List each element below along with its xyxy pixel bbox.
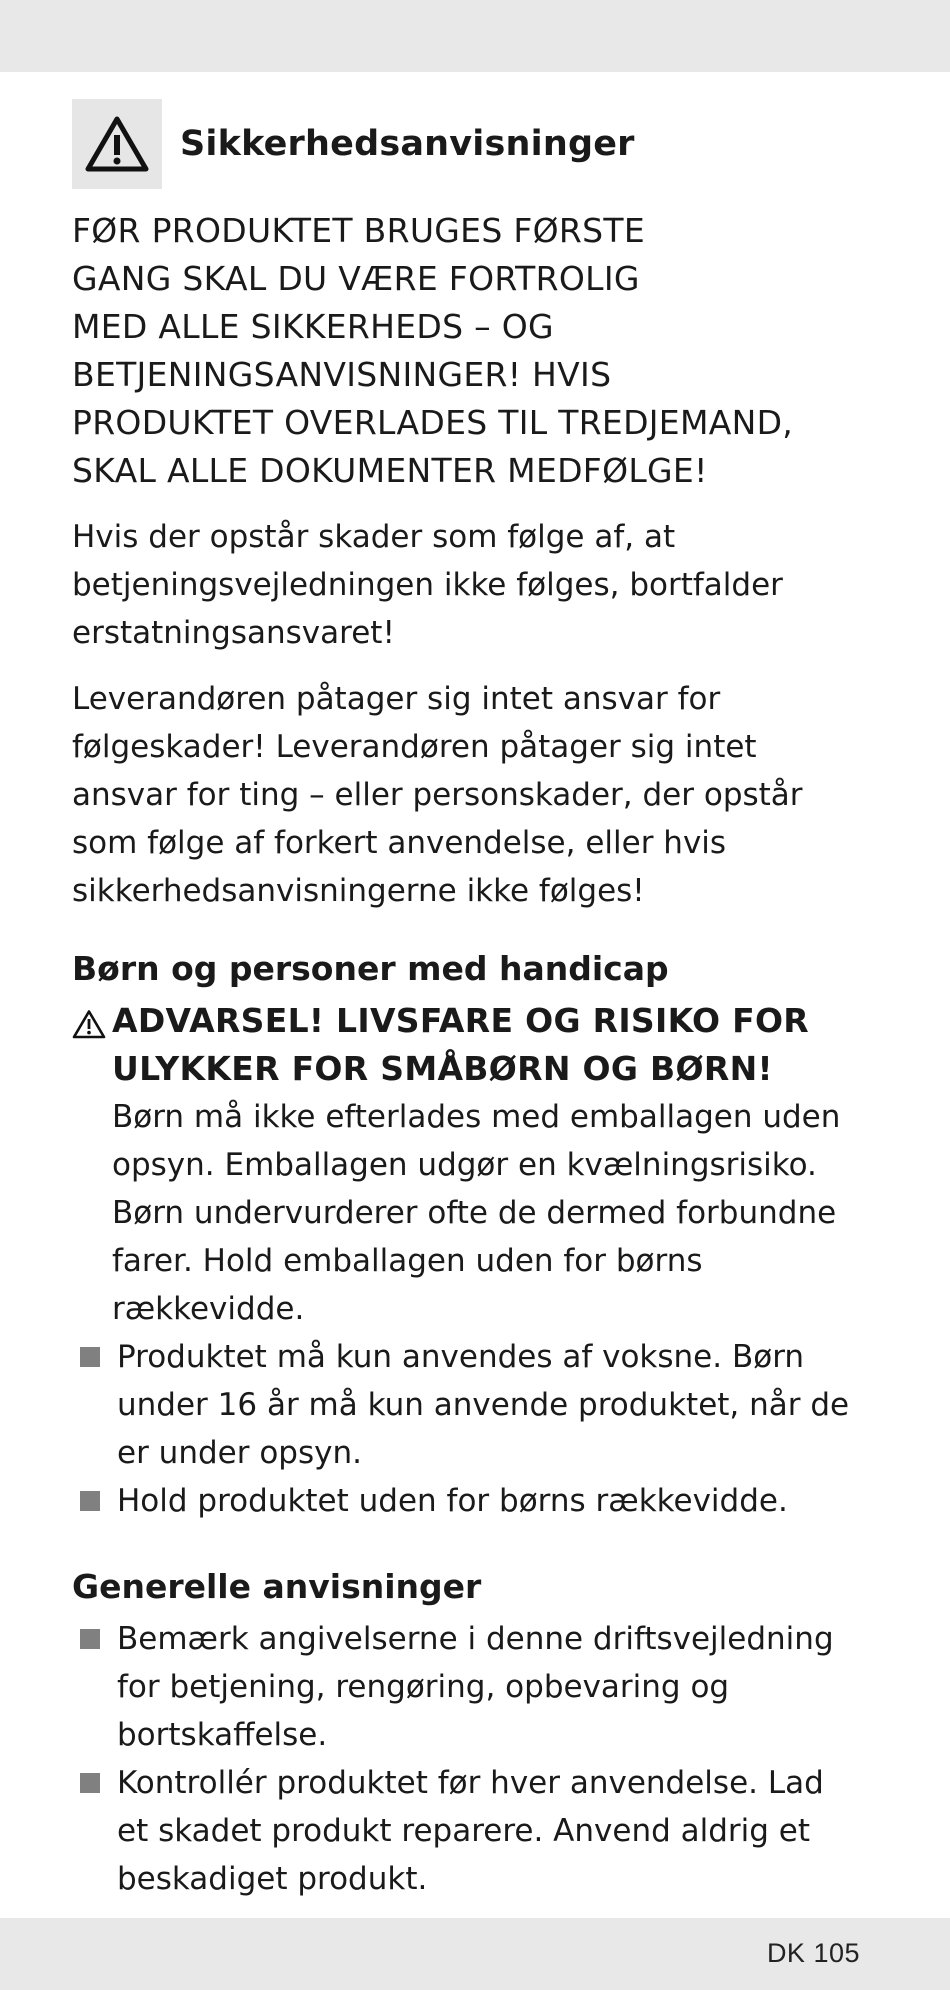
children-warning	[72, 997, 872, 1333]
intro-caps-paragraph	[72, 207, 872, 495]
bullet-item	[72, 1477, 872, 1525]
small-warning-triangle-icon	[72, 997, 112, 1043]
warning-text	[112, 1093, 872, 1333]
bullet-square-icon	[72, 1615, 117, 1649]
supplier-paragraph	[72, 675, 872, 915]
bullet-line: bortskaffelse.	[117, 1717, 328, 1753]
warning-text-line: Børn undervurderer ofte de dermed forbundne	[112, 1195, 837, 1231]
bullet-line: for betjening, rengøring, opbevaring og	[117, 1669, 730, 1705]
paragraph-line: følgeskader! Leverandøren påtager sig intet	[72, 729, 757, 765]
intro-line: SKAL ALLE DOKUMENTER MEDFØLGE!	[72, 451, 708, 490]
intro-line: GANG SKAL DU VÆRE FORTROLIG	[72, 259, 640, 298]
intro-line: FØR PRODUKTET BRUGES FØRSTE	[72, 211, 645, 250]
page-content	[72, 99, 872, 1903]
paragraph-line: Hvis der opstår skader som følge af, at	[72, 519, 676, 555]
bullet-text	[117, 1333, 872, 1477]
warning-body	[112, 997, 872, 1333]
warning-text-line: farer. Hold emballagen uden for børns	[112, 1243, 703, 1279]
warning-heading-line: ULYKKER FOR SMÅBØRN OG BØRN!	[112, 1049, 773, 1088]
paragraph-line: som følge af forkert anvendelse, eller hvis	[72, 825, 727, 861]
warning-text-line: opsyn. Emballagen udgør en kvælningsrisiko.	[112, 1147, 817, 1183]
bullet-line: et skadet produkt reparere. Anvend aldrig et	[117, 1813, 811, 1849]
paragraph-line: betjeningsvejledningen ikke følges, bortfalder	[72, 567, 783, 603]
paragraph-line: Leverandøren påtager sig intet ansvar for	[72, 681, 721, 717]
bullet-line: Produktet må kun anvendes af voksne. Børn	[117, 1339, 805, 1375]
bullet-line: Bemærk angivelserne i denne driftsvejledning	[117, 1621, 834, 1657]
bullet-text	[117, 1759, 872, 1903]
intro-line: PRODUKTET OVERLADES TIL TREDJEMAND,	[72, 403, 794, 442]
liability-paragraph	[72, 513, 872, 657]
bullet-line: er under opsyn.	[117, 1435, 362, 1471]
warning-heading	[112, 997, 872, 1093]
bullet-item	[72, 1759, 872, 1903]
safety-title: Sikkerhedsanvisninger	[180, 124, 635, 164]
bullet-square-icon	[72, 1759, 117, 1793]
safety-section-header	[72, 99, 872, 189]
bullet-square-icon	[72, 1477, 117, 1511]
bullet-item	[72, 1333, 872, 1477]
paragraph-line: erstatningsansvaret!	[72, 615, 395, 651]
intro-line: MED ALLE SIKKERHEDS – OG	[72, 307, 554, 346]
general-heading: Generelle anvisninger	[72, 1567, 482, 1606]
bullet-text	[117, 1477, 872, 1525]
bullet-line: Kontrollér produktet før hver anvendelse. Lad	[117, 1765, 824, 1801]
bullet-line: beskadiget produkt.	[117, 1861, 428, 1897]
page-number: DK 105	[766, 1938, 860, 1968]
warning-heading-line: ADVARSEL! LIVSFARE OG RISIKO FOR	[112, 1001, 810, 1040]
warning-text-line: Børn må ikke efterlades med emballagen uden	[112, 1099, 841, 1135]
paragraph-line: sikkerhedsanvisningerne ikke følges!	[72, 873, 645, 909]
intro-line: BETJENINGSANVISNINGER! HVIS	[72, 355, 612, 394]
warning-triangle-icon	[72, 99, 162, 189]
bullet-item	[72, 1615, 872, 1759]
bullet-text	[117, 1615, 872, 1759]
top-margin-band	[0, 0, 950, 72]
paragraph-line: ansvar for ting – eller personskader, der opstår	[72, 777, 803, 813]
bullet-line: under 16 år må kun anvende produktet, når de	[117, 1387, 850, 1423]
bullet-square-icon	[72, 1333, 117, 1367]
warning-text-line: rækkevidde.	[112, 1291, 305, 1327]
children-heading: Børn og personer med handicap	[72, 949, 669, 988]
bullet-line: Hold produktet uden for børns rækkevidde.	[117, 1483, 788, 1519]
